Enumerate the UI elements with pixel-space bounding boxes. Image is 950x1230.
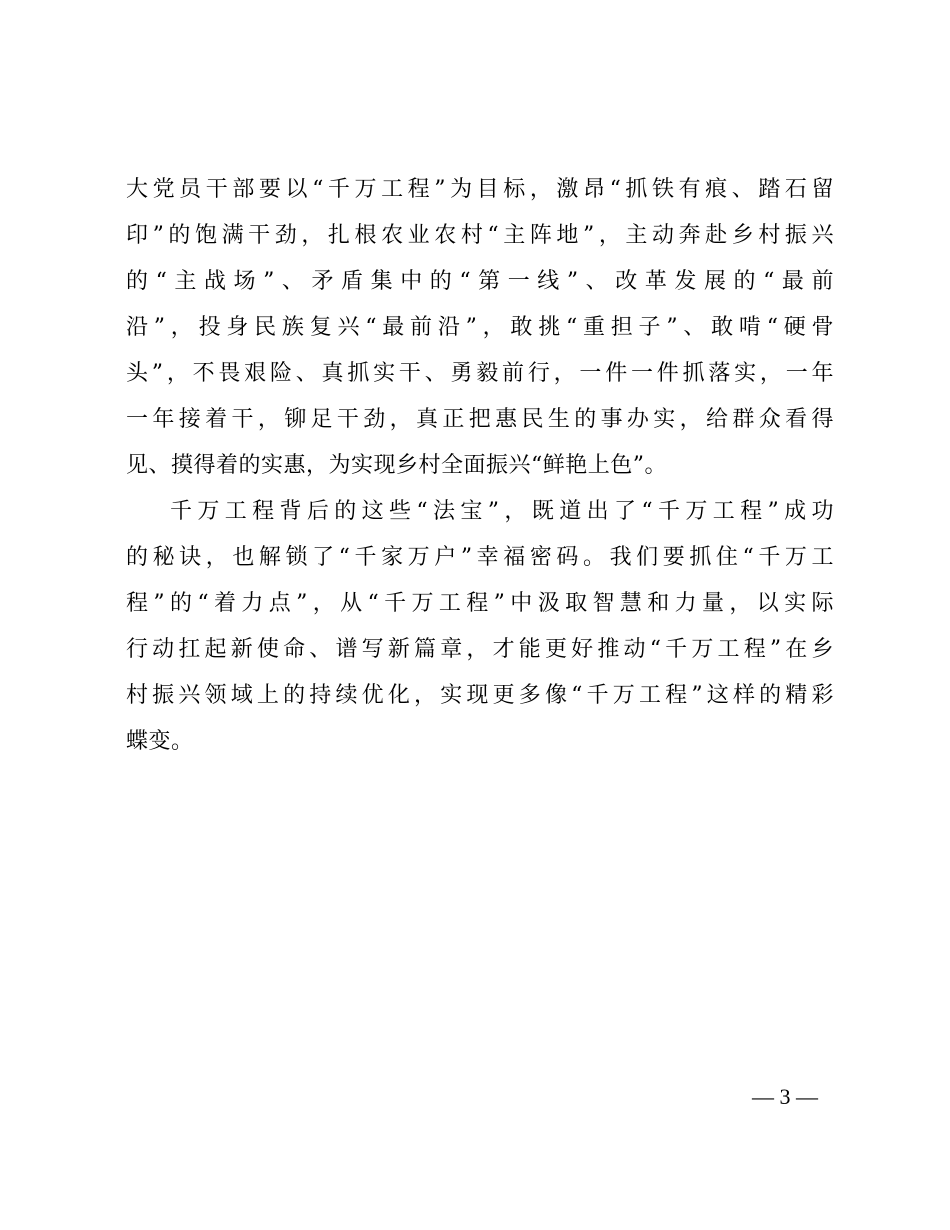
text-line: 行动扛起新使命、谱写新篇章，才能更好推动“千万工程”在乡 — [126, 637, 834, 662]
text-line: 见、摸得着的实惠，为实现乡村全面振兴“鲜艳上色”。 — [126, 453, 667, 478]
text-line: 蝶变。 — [126, 729, 194, 754]
text-line: 头”，不畏艰险、真抓实干、勇毅前行，一件一件抓落实，一年 — [126, 361, 834, 386]
text-line: 的秘诀，也解锁了“千家万户”幸福密码。我们要抓住“千万工 — [126, 545, 834, 570]
paragraph — [126, 489, 834, 765]
text-line: 村振兴领域上的持续优化，实现更多像“千万工程”这样的精彩 — [126, 683, 834, 708]
text-line: 千万工程背后的这些“法宝”，既道出了“千万工程”成功 — [170, 499, 834, 524]
text-line: 沿”，投身民族复兴“最前沿”，敢挑“重担子”、敢啃“硬骨 — [126, 315, 834, 340]
text-line: 程”的“着力点”，从“千万工程”中汲取智慧和力量，以实际 — [126, 591, 834, 616]
page-number: — 3 — — [752, 1084, 818, 1109]
text-line: 一年接着干，铆足干劲，真正把惠民生的事办实，给群众看得 — [126, 407, 834, 432]
text-line: 大党员干部要以“千万工程”为目标，激昂“抓铁有痕、踏石留 — [126, 177, 834, 202]
text-line: 印”的饱满干劲，扎根农业农村“主阵地”，主动奔赴乡村振兴 — [126, 223, 834, 248]
paragraph — [126, 167, 834, 489]
body-text — [126, 167, 834, 765]
text-line: 的“主战场”、矛盾集中的“第一线”、改革发展的“最前 — [126, 269, 834, 294]
